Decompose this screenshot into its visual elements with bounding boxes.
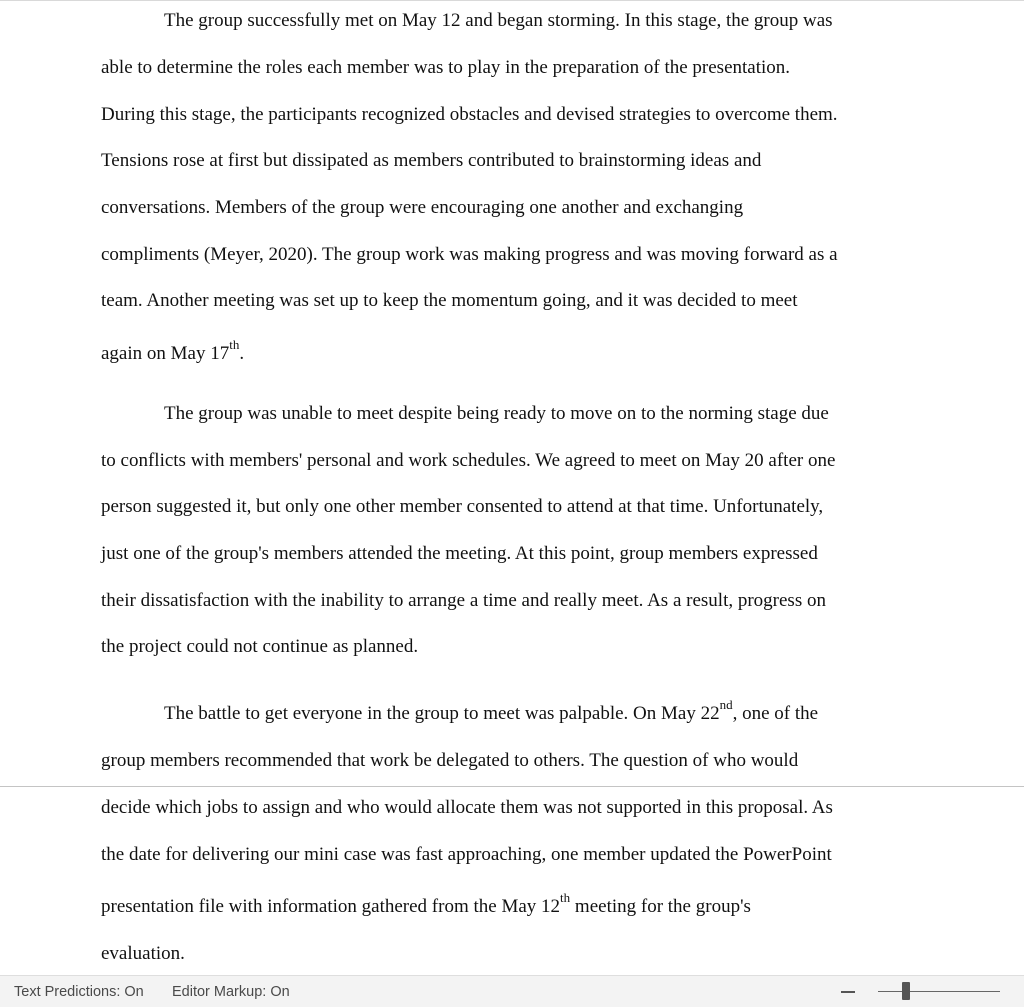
minus-icon[interactable] bbox=[841, 991, 855, 993]
paragraph-2-line-4: just one of the group's members attended the meeting. At this point, group members expressed bbox=[101, 543, 818, 564]
paragraph-3-line-4: the date for delivering our mini case was fast approaching, one member updated the PowerPoint bbox=[101, 844, 832, 865]
paragraph-1-line-6: compliments (Meyer, 2020). The group work was making progress and was moving forward as a bbox=[101, 244, 838, 265]
status-bar bbox=[0, 975, 1024, 1007]
paragraph-1-line-4: Tensions rose at first but dissipated as members contributed to brainstorming ideas and bbox=[101, 150, 762, 171]
line-text-end: , one of the bbox=[732, 703, 819, 724]
page-break-divider bbox=[0, 786, 1024, 787]
line-text-end: meeting for the group's bbox=[570, 896, 751, 917]
ordinal-suffix: th bbox=[229, 336, 240, 352]
editor-markup-status[interactable]: Editor Markup: On bbox=[172, 984, 290, 1000]
paragraph-1-line-2: able to determine the roles each member was to play in the preparation of the presentation. bbox=[101, 57, 791, 78]
line-text-end: . bbox=[239, 343, 245, 364]
paragraph-3-line-6: evaluation. bbox=[101, 943, 185, 964]
line-text: The battle to get everyone in the group to meet was palpable. On May 22 bbox=[164, 703, 720, 724]
paragraph-1-line-5: conversations. Members of the group were encouraging one another and exchanging bbox=[101, 197, 744, 218]
ordinal-suffix: nd bbox=[719, 696, 733, 712]
paragraph-2-line-5: their dissatisfaction with the inability to arrange a time and really meet. As a result, progress on bbox=[101, 590, 826, 611]
paragraph-3-line-5 bbox=[101, 889, 751, 918]
ordinal-suffix: th bbox=[560, 889, 571, 905]
page-top-edge bbox=[0, 0, 1024, 1]
paragraph-2-line-3: person suggested it, but only one other member consented to attend at that time. Unfortunately, bbox=[101, 496, 824, 517]
zoom-slider-thumb[interactable] bbox=[902, 982, 910, 1000]
paragraph-2-line-2: to conflicts with members' personal and work schedules. We agreed to meet on May 20 after one bbox=[101, 450, 836, 471]
zoom-slider-track[interactable] bbox=[878, 991, 1000, 992]
line-text: presentation file with information gathered from the May 12 bbox=[101, 896, 561, 917]
paragraph-3-line-3: decide which jobs to assign and who would allocate them was not supported in this proposal. As bbox=[101, 797, 833, 818]
text-predictions-status[interactable]: Text Predictions: On bbox=[14, 984, 144, 1000]
paragraph-1-line-3: During this stage, the participants recognized obstacles and devised strategies to overcome them. bbox=[101, 104, 838, 125]
paragraph-1-line-8 bbox=[101, 336, 245, 365]
paragraph-1-line-1: The group successfully met on May 12 and began storming. In this stage, the group was bbox=[164, 10, 833, 31]
paragraph-3-line-2: group members recommended that work be delegated to others. The question of who would bbox=[101, 750, 799, 771]
paragraph-1-line-7: team. Another meeting was set up to keep the momentum going, and it was decided to meet bbox=[101, 290, 798, 311]
line-text: again on May 17 bbox=[101, 343, 230, 364]
paragraph-2-line-6: the project could not continue as planned. bbox=[101, 636, 419, 657]
paragraph-3-line-1 bbox=[164, 696, 819, 725]
paragraph-2-line-1: The group was unable to meet despite being ready to move on to the norming stage due bbox=[164, 403, 829, 424]
